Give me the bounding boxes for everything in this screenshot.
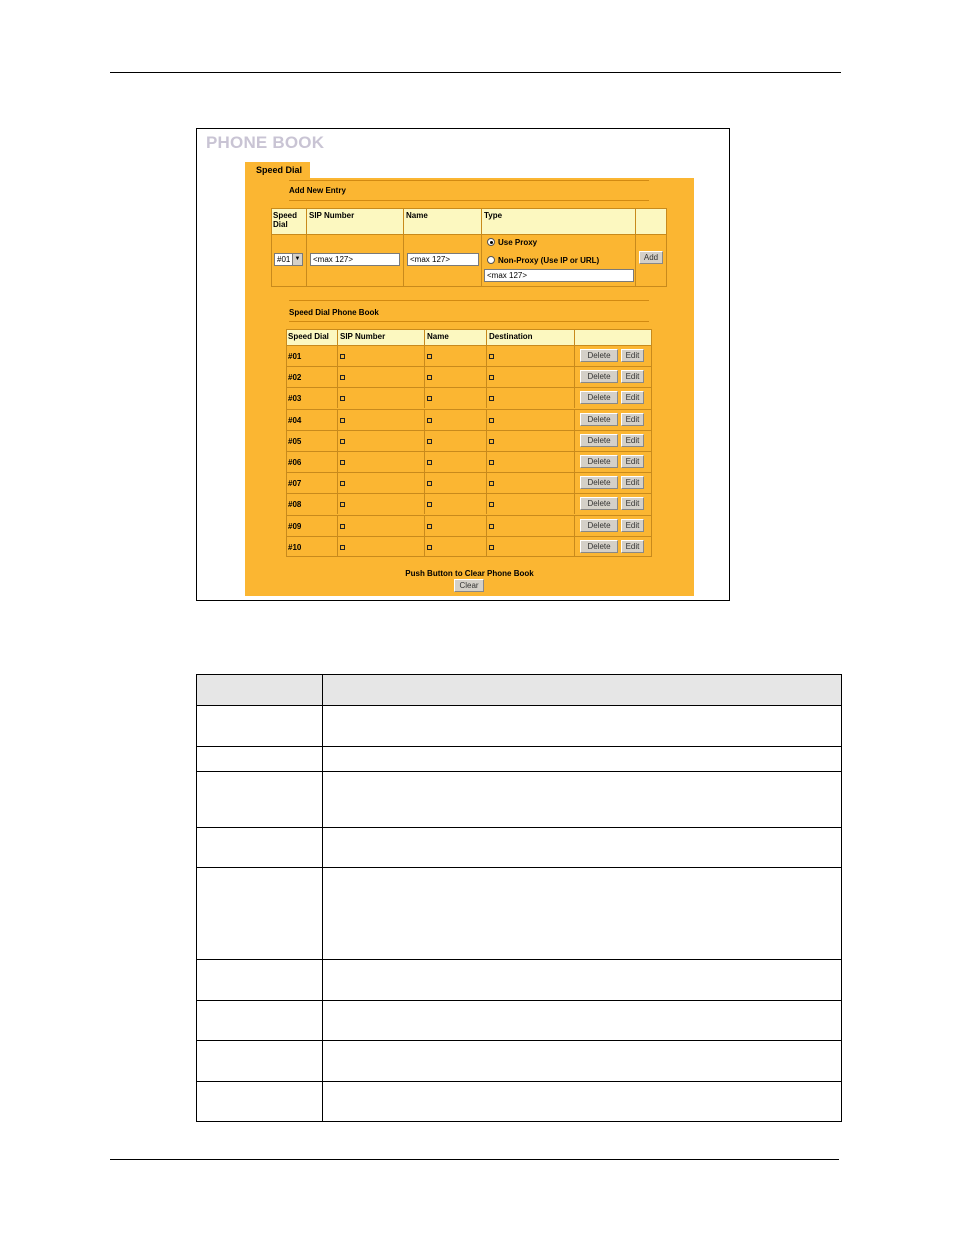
table-row-divider <box>197 746 841 747</box>
section-divider <box>289 200 649 201</box>
delete-button[interactable]: Delete <box>580 391 618 404</box>
row-sip-number <box>338 494 425 514</box>
speed-dial-panel <box>245 178 694 596</box>
row-destination <box>487 410 575 430</box>
sip-number-input[interactable]: <max 127> <box>310 253 400 266</box>
row-sip-number <box>338 537 425 557</box>
empty-value-icon <box>427 396 432 401</box>
empty-value-icon <box>489 396 494 401</box>
empty-value-icon <box>340 524 345 529</box>
row-name <box>425 494 487 514</box>
empty-value-icon <box>489 502 494 507</box>
row-sip-number <box>338 516 425 536</box>
row-sip-number <box>338 367 425 387</box>
delete-button[interactable]: Delete <box>580 476 618 489</box>
non-proxy-address-input[interactable]: <max 127> <box>484 269 634 282</box>
speed-dial-select-value: #01 <box>277 255 291 264</box>
row-name <box>425 410 487 430</box>
table-row-divider <box>197 827 841 828</box>
empty-value-icon <box>427 502 432 507</box>
empty-value-icon <box>340 545 345 550</box>
table-row-divider <box>197 959 841 960</box>
add-entry-table <box>271 208 667 287</box>
delete-button[interactable]: Delete <box>580 519 618 532</box>
empty-value-icon <box>427 375 432 380</box>
phone-book-header-row <box>286 329 652 345</box>
clear-prompt: Push Button to Clear Phone Book <box>405 569 534 578</box>
row-name <box>425 537 487 557</box>
add-button[interactable]: Add <box>639 251 663 264</box>
empty-value-icon <box>489 418 494 423</box>
table-column-divider <box>322 675 323 1121</box>
row-name <box>425 473 487 493</box>
row-destination <box>487 473 575 493</box>
empty-value-icon <box>427 545 432 550</box>
empty-value-icon <box>340 418 345 423</box>
edit-button[interactable]: Edit <box>621 434 644 447</box>
phone-book-table <box>286 329 652 557</box>
section-divider <box>289 300 649 301</box>
type-option-use-proxy[interactable] <box>487 238 537 247</box>
row-sip-number <box>338 473 425 493</box>
empty-value-icon <box>427 418 432 423</box>
empty-value-icon <box>489 481 494 486</box>
row-name <box>425 452 487 472</box>
header-action <box>636 208 667 235</box>
col-destination: Destination <box>487 329 575 345</box>
delete-button[interactable]: Delete <box>580 455 618 468</box>
col-actions <box>575 329 652 345</box>
header-name: Name <box>404 208 482 235</box>
empty-value-icon <box>489 439 494 444</box>
empty-value-icon <box>427 524 432 529</box>
empty-value-icon <box>340 481 345 486</box>
table-row <box>286 515 652 536</box>
name-input[interactable]: <max 127> <box>407 253 479 266</box>
row-name <box>425 367 487 387</box>
edit-button[interactable]: Edit <box>621 476 644 489</box>
section-divider <box>289 180 649 181</box>
empty-value-icon <box>489 524 494 529</box>
empty-value-icon <box>340 375 345 380</box>
row-destination <box>487 516 575 536</box>
empty-value-icon <box>489 375 494 380</box>
table-row-divider <box>197 867 841 868</box>
delete-button[interactable]: Delete <box>580 413 618 426</box>
col-sip-number: SIP Number <box>338 329 425 345</box>
type-option-label: Non-Proxy (Use IP or URL) <box>498 256 600 265</box>
edit-button[interactable]: Edit <box>621 540 644 553</box>
table-row <box>286 366 652 387</box>
row-destination <box>487 494 575 514</box>
row-sip-number <box>338 388 425 408</box>
table-row <box>286 451 652 472</box>
delete-button[interactable]: Delete <box>580 349 618 362</box>
type-option-non-proxy[interactable] <box>487 256 599 265</box>
radio-empty-icon <box>487 256 495 264</box>
edit-button[interactable]: Edit <box>621 413 644 426</box>
table-row-divider <box>197 1040 841 1041</box>
header-sip-number: SIP Number <box>307 208 404 235</box>
row-name <box>425 346 487 366</box>
edit-button[interactable]: Edit <box>621 497 644 510</box>
edit-button[interactable]: Edit <box>621 519 644 532</box>
edit-button[interactable]: Edit <box>621 370 644 383</box>
type-option-label: Use Proxy <box>498 238 538 247</box>
row-destination <box>487 431 575 451</box>
add-entry-title: Add New Entry <box>289 186 346 195</box>
row-speed-dial: #01 <box>286 346 338 366</box>
row-speed-dial: #06 <box>286 452 338 472</box>
edit-button[interactable]: Edit <box>621 391 644 404</box>
empty-value-icon <box>340 354 345 359</box>
table-row <box>286 409 652 430</box>
header-type: Type <box>482 208 636 235</box>
delete-button[interactable]: Delete <box>580 370 618 383</box>
row-speed-dial: #10 <box>286 537 338 557</box>
row-sip-number <box>338 410 425 430</box>
row-name <box>425 431 487 451</box>
empty-value-icon <box>427 354 432 359</box>
empty-value-icon <box>340 460 345 465</box>
row-sip-number <box>338 346 425 366</box>
row-sip-number <box>338 452 425 472</box>
table-row <box>286 430 652 451</box>
row-destination <box>487 346 575 366</box>
row-destination <box>487 537 575 557</box>
row-destination <box>487 367 575 387</box>
section-divider <box>289 321 649 322</box>
table-row-divider <box>197 771 841 772</box>
phone-book-title: Speed Dial Phone Book <box>289 308 379 317</box>
table-header-row <box>197 675 841 706</box>
empty-value-icon <box>427 439 432 444</box>
row-destination <box>487 452 575 472</box>
delete-button[interactable]: Delete <box>580 540 618 553</box>
empty-value-icon <box>427 460 432 465</box>
col-name: Name <box>425 329 487 345</box>
table-row <box>286 536 652 557</box>
row-name <box>425 388 487 408</box>
empty-value-icon <box>340 396 345 401</box>
empty-value-icon <box>340 502 345 507</box>
page-title: PHONE BOOK <box>206 133 325 152</box>
row-speed-dial: #02 <box>286 367 338 387</box>
row-sip-number <box>338 431 425 451</box>
table-row <box>286 345 652 366</box>
radio-selected-icon <box>487 238 495 246</box>
empty-value-icon <box>489 354 494 359</box>
table-row <box>286 493 652 514</box>
row-speed-dial: #09 <box>286 516 338 536</box>
row-speed-dial: #03 <box>286 388 338 408</box>
empty-value-icon <box>489 545 494 550</box>
speed-dial-select[interactable] <box>274 253 303 266</box>
delete-button[interactable]: Delete <box>580 434 618 447</box>
col-speed-dial: Speed Dial <box>286 329 338 345</box>
header-speed-dial: Speed Dial <box>271 208 307 235</box>
clear-button[interactable]: Clear <box>454 579 484 592</box>
page-top-rule <box>110 72 841 73</box>
row-speed-dial: #04 <box>286 410 338 430</box>
phone-book-screenshot <box>196 128 730 601</box>
row-name <box>425 516 487 536</box>
table-row-divider <box>197 1081 841 1082</box>
edit-button[interactable]: Edit <box>621 349 644 362</box>
empty-value-icon <box>340 439 345 444</box>
table-row <box>286 472 652 493</box>
table-row-divider <box>197 1000 841 1001</box>
empty-value-icon <box>489 460 494 465</box>
row-speed-dial: #08 <box>286 494 338 514</box>
row-destination <box>487 388 575 408</box>
delete-button[interactable]: Delete <box>580 497 618 510</box>
chevron-down-icon: ▼ <box>292 254 302 265</box>
page-bottom-rule <box>110 1159 839 1160</box>
edit-button[interactable]: Edit <box>621 455 644 468</box>
field-description-table <box>196 674 842 1122</box>
row-speed-dial: #07 <box>286 473 338 493</box>
row-speed-dial: #05 <box>286 431 338 451</box>
table-row <box>286 387 652 408</box>
tab-speed-dial[interactable]: Speed Dial <box>245 162 310 179</box>
empty-value-icon <box>427 481 432 486</box>
